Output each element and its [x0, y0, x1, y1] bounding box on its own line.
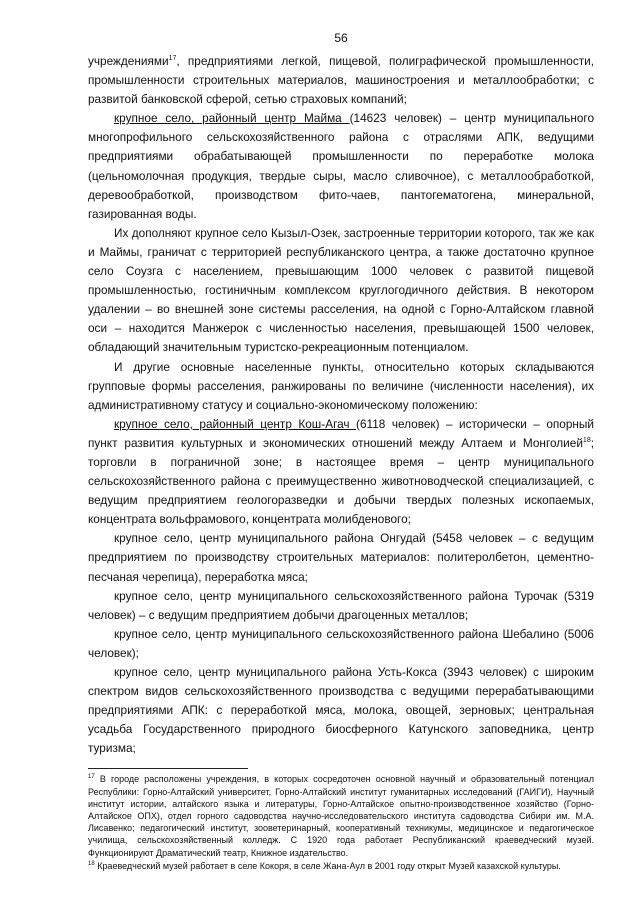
paragraph [88, 625, 594, 663]
paragraph [88, 415, 594, 530]
paragraph [88, 224, 594, 358]
paragraph-text: , предприятиями легкой, пищевой, полиграфической промышленности, промышленности строительных материалов, машиностроения и металлообработки; с развитой банковской сферой, сетью страховых компаний; [88, 54, 594, 107]
paragraph-text: ; торговли в пограничной зоне; в настоящее время – центр муниципального сельскохозяйственного района с преимущественно животноводческой специализацией, с ведущим предприятием геологоразведки и добычи твердых полезных ископаемых, концентрата вольфрамового, концентрата молибденового; [88, 435, 594, 527]
footnote-mark: 17 [88, 774, 95, 781]
footnote-reference: 18 [582, 436, 591, 444]
paragraph-text: (6118 человек) – исторически – опорный пункт развития культурных и экономических отношений между Алтаем и Монголией [88, 416, 595, 450]
paragraph [88, 52, 594, 109]
footnote [88, 860, 594, 872]
paragraph [88, 587, 594, 625]
document-page [88, 30, 594, 873]
paragraph-text: Их дополняют крупное село Кызыл-Озек, застроенные территории которого, так же как и Маймы, граничат с территорией республиканского центра, а также достаточно крупное село Соузга с населением, превышающим 1000 человек с развитой пищевой промышленностью, гостиничным комплексом круглогодичного действия. В некотором удалении – во внешней зоне системы расселения, на одной с Горно-Алтайском главной оси – находится Манжерок с численностью населения, превышающей 1500 человек, обладающий значительным туристско-рекреационным потенциалом. [88, 225, 594, 355]
footnote-mark: 18 [88, 860, 95, 867]
footnote [88, 773, 594, 858]
footnote-text: Краеведческий музей работает в селе Кокоря, в селе Жана-Аул в 2001 году открыт Музей казахской культуры. [94, 860, 561, 871]
footnote-reference: 17 [168, 55, 177, 63]
paragraph [88, 109, 594, 224]
underlined-heading: крупное село, районный центр Кош-Агач [114, 416, 357, 431]
paragraph-text: учреждениями [88, 54, 169, 68]
paragraph [88, 358, 594, 415]
paragraph-text: (14623 человек) – центр муниципального многопрофильного сельскохозяйственного района с отраслями АПК, ведущими предприятиями обрабатывающей промышленности по переработке молока (цельномолочная продукция, твердые сыры, масло сливочное), с металлообработкой, деревообработкой, производством фито-чаев, пантогематогена, минеральной, газированная воды. [88, 111, 595, 221]
paragraph [88, 529, 594, 586]
paragraph-text: крупное село, центр муниципального сельскохозяйственного района Шебалино (5006 человек); [88, 626, 594, 660]
page-number: 56 [334, 31, 348, 45]
footnote-text: В городе расположены учреждения, в которых сосредоточен основной научный и образовательный потенциал Республики: Горно-Алтайский университет, Горно-Алтайский институт гуманитарных исследований (ГАИГИ), Научный институт истории, алтайского языка и литературы, Горно-Алтайское опытно-производственное хозяйство (Горно-Алтайское ОПХ), отдел горного садоводства научно-исследовательского института садоводства Сибири им. М.А. Лисавенко; педагогический институт, зооветеринарный, кооперативный техникумы, медицинское и педагогическое училища, сельскохозяйственный колледж. С 1920 года работает Республиканский краеведческий музей. Функционируют Драматический театр, Книжное издательство. [88, 774, 594, 858]
body-text [88, 52, 594, 758]
footnotes [88, 773, 594, 872]
paragraph [88, 663, 594, 758]
paragraph-text: И другие основные населенные пункты, относительно которых складываются групповые формы расселения, ранжированы по величине (численности населения), их административному статусу и социально-экономическому положению: [88, 359, 594, 412]
paragraph-text: крупное село, центр муниципального района Усть-Кокса (3943 человек) с широким спектром видов сельскохозяйственного производства с ведущими перерабатывающими предприятиями АПК: с переработкой мяса, молока, овощей, зерновых; центральная усадьба Государственного природного биосферного Катунского заповедника, центр туризма; [88, 665, 594, 756]
footnote-separator [88, 768, 248, 769]
underlined-heading: крупное село, районный центр Майма [114, 111, 350, 126]
paragraph-text: крупное село, центр муниципального сельскохозяйственного района Турочак (5319 человек) – с ведущим предприятием добычи драгоценных металлов; [88, 588, 594, 622]
paragraph-text: крупное село, центр муниципального района Онгудай (5458 человек – с ведущим предприятием по производству строительных материалов: политеролбетон, цементно-песчаная черепица), переработка мяса; [88, 531, 594, 584]
